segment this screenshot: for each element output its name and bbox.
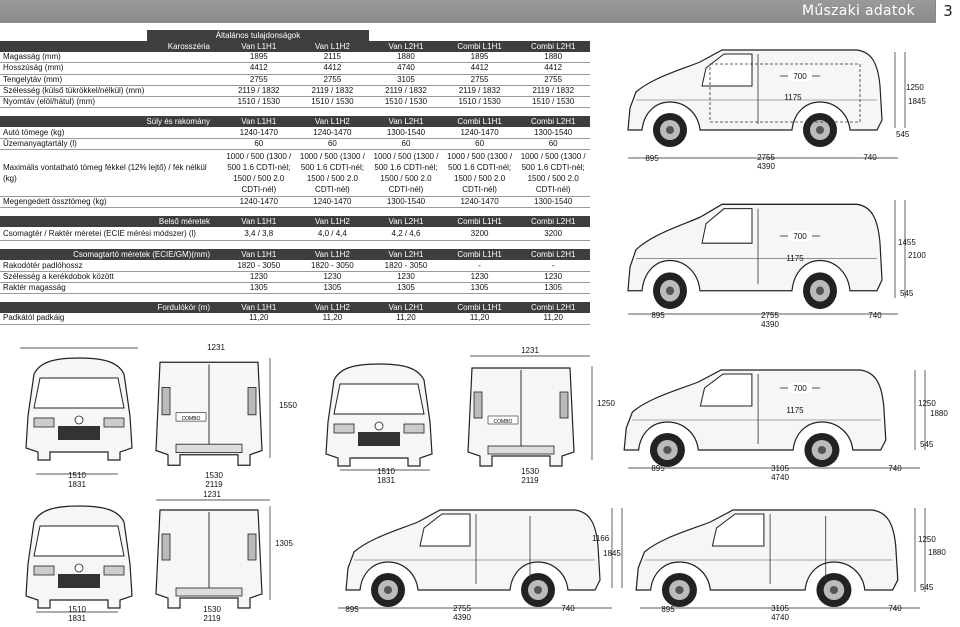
column-header: Combi L1H1 [443, 116, 517, 127]
cell-value: 3200 [516, 227, 590, 241]
row-label: Üzemanyagtartály (l) [0, 138, 222, 149]
cell-value: 1305 [222, 282, 296, 293]
cell-value: 1000 / 500 (1300 / 500 1.6 CDTI-nél; 1500 / 500 2.0 CDTI-nél) [222, 150, 296, 197]
column-header: Van L1H1 [222, 249, 296, 260]
cell-value: 1240-1470 [222, 197, 296, 208]
cell-value: 1510 / 1530 [443, 97, 517, 108]
cell-value: 1820 - 3050 [369, 260, 443, 271]
cell-value: 1305 [516, 282, 590, 293]
cell-value: 1000 / 500 (1300 / 500 1.6 CDTI-nél; 1500 / 500 2.0 CDTI-nél) [443, 150, 517, 197]
cell-value: 1000 / 500 (1300 / 500 1.6 CDTI-nél; 1500 / 500 2.0 CDTI-nél) [516, 150, 590, 197]
column-header: Van L1H1 [222, 116, 296, 127]
row-label: Csomagtér / Raktér méretei (ECIE mérési módszer) (l) [0, 227, 222, 241]
column-header: Van L2H1 [369, 249, 443, 260]
cell-value: 1510 / 1530 [296, 97, 370, 108]
svg-text:1831: 1831 [377, 476, 395, 485]
svg-text:2755: 2755 [761, 311, 779, 320]
svg-text:1250: 1250 [918, 535, 936, 544]
cell-value: 1240-1470 [443, 127, 517, 138]
cell-value: 2119 / 1832 [296, 85, 370, 96]
section-heading: Fordulókör (m) [0, 302, 222, 313]
cell-value: 1300-1540 [369, 127, 443, 138]
column-header: Combi L2H1 [516, 302, 590, 313]
svg-text:1175: 1175 [786, 406, 804, 415]
cell-value: 11,20 [443, 313, 517, 324]
section-heading: Csomagtartó méretek (ECIE/GM)(mm) [0, 249, 222, 260]
column-header: Combi L2H1 [516, 41, 590, 52]
svg-text:4390: 4390 [761, 320, 779, 329]
section-heading: Belső méretek [0, 216, 222, 227]
column-header: Van L2H1 [369, 116, 443, 127]
column-header: Van L1H2 [296, 249, 370, 260]
svg-text:2100: 2100 [908, 251, 926, 260]
cell-value: 4740 [369, 63, 443, 74]
svg-text:895: 895 [661, 605, 675, 614]
svg-text:3105: 3105 [771, 464, 789, 473]
column-header: Van L1H2 [296, 302, 370, 313]
row-label: Szélesség a kerékdobok között [0, 271, 222, 282]
cell-value: 11,20 [296, 313, 370, 324]
svg-text:895: 895 [345, 605, 359, 614]
svg-text:1510: 1510 [68, 471, 86, 480]
cell-value: 1305 [296, 282, 370, 293]
cell-value: 2119 / 1832 [516, 85, 590, 96]
cell-value: 1305 [369, 282, 443, 293]
cell-value: 2755 [222, 74, 296, 85]
side-view-combi-l2h1 [636, 510, 898, 607]
row-label: Magasság (mm) [0, 52, 222, 63]
svg-text:1455: 1455 [898, 238, 916, 247]
column-header: Van L1H2 [296, 116, 370, 127]
side-view-van-l1h2 [628, 204, 882, 309]
cell-value: 1000 / 500 (1300 / 500 1.6 CDTI-nél; 1500 / 500 2.0 CDTI-nél) [296, 150, 370, 197]
svg-text:1880: 1880 [928, 548, 946, 557]
svg-text:545: 545 [896, 130, 910, 139]
cell-value: 11,20 [516, 313, 590, 324]
cell-value: 1880 [516, 52, 590, 63]
svg-text:1510: 1510 [68, 605, 86, 614]
cell-value: 1240-1470 [296, 127, 370, 138]
section-heading: Súly és rakomány [0, 116, 222, 127]
svg-text:1231: 1231 [207, 343, 225, 352]
svg-text:4390: 4390 [453, 613, 471, 622]
svg-text:545: 545 [920, 440, 934, 449]
svg-text:895: 895 [651, 464, 665, 473]
svg-text:740: 740 [888, 464, 902, 473]
cell-value: 60 [443, 138, 517, 149]
column-header: Combi L1H1 [443, 249, 517, 260]
cell-value: 1510 / 1530 [222, 97, 296, 108]
svg-text:740: 740 [863, 153, 877, 162]
svg-text:1250: 1250 [597, 399, 615, 408]
svg-text:700: 700 [793, 232, 807, 241]
cell-value: 11,20 [222, 313, 296, 324]
cell-value: 4412 [296, 63, 370, 74]
cell-value: 60 [369, 138, 443, 149]
svg-text:1231: 1231 [203, 490, 221, 499]
row-label: Tengelytáv (mm) [0, 74, 222, 85]
svg-text:COMBO: COMBO [181, 415, 201, 423]
cell-value: 1230 [222, 271, 296, 282]
cell-value: 1230 [516, 271, 590, 282]
svg-text:1831: 1831 [68, 480, 86, 489]
cell-value: 1305 [443, 282, 517, 293]
svg-text:4390: 4390 [757, 162, 775, 171]
cell-value: 1300-1540 [369, 197, 443, 208]
cell-value: 2755 [443, 74, 517, 85]
column-header: Combi L1H1 [443, 41, 517, 52]
cell-value: 1240-1470 [222, 127, 296, 138]
cell-value: 1230 [443, 271, 517, 282]
section-heading: Karosszéria [0, 41, 222, 52]
row-label: Megengedett össztömeg (kg) [0, 197, 222, 208]
cell-value: 1510 / 1530 [369, 97, 443, 108]
svg-text:1231: 1231 [521, 346, 539, 355]
column-header: Combi L2H1 [516, 249, 590, 260]
svg-text:700: 700 [793, 384, 807, 393]
side-view-van-l2h1 [624, 370, 886, 467]
cell-value: 1300-1540 [516, 127, 590, 138]
svg-text:1845: 1845 [908, 97, 926, 106]
cell-value: 60 [296, 138, 370, 149]
cell-value: 1300-1540 [516, 197, 590, 208]
svg-text:1175: 1175 [786, 254, 804, 263]
side-view-van-l1h1 [628, 50, 882, 147]
rear-view-1 [156, 362, 262, 465]
cell-value: 3105 [369, 74, 443, 85]
svg-text:895: 895 [645, 154, 659, 163]
column-header: Van L1H1 [222, 302, 296, 313]
row-label: Hosszúság (mm) [0, 63, 222, 74]
svg-text:1510: 1510 [377, 467, 395, 476]
cell-value: 1230 [369, 271, 443, 282]
cell-value: 11,20 [369, 313, 443, 324]
svg-text:545: 545 [900, 289, 914, 298]
cell-value: 1895 [443, 52, 517, 63]
cell-value: 1510 / 1530 [516, 97, 590, 108]
column-header: Combi L2H1 [516, 216, 590, 227]
cell-value: 1820 - 3050 [222, 260, 296, 271]
svg-text:4740: 4740 [771, 613, 789, 622]
svg-text:1880: 1880 [930, 409, 948, 418]
svg-text:4740: 4740 [771, 473, 789, 482]
svg-text:1550: 1550 [279, 401, 297, 410]
cell-value: 4412 [516, 63, 590, 74]
cell-value: 2115 [296, 52, 370, 63]
cell-value: 4412 [443, 63, 517, 74]
svg-text:1530: 1530 [521, 467, 539, 476]
cell-value: 2119 / 1832 [222, 85, 296, 96]
svg-text:3105: 3105 [771, 604, 789, 613]
column-header: Van L2H1 [369, 216, 443, 227]
svg-text:1175: 1175 [784, 93, 802, 102]
svg-text:545: 545 [920, 583, 934, 592]
side-view-combi-l1h1 [346, 510, 600, 607]
svg-text:2755: 2755 [757, 153, 775, 162]
svg-text:1530: 1530 [203, 605, 221, 614]
svg-text:895: 895 [651, 311, 665, 320]
svg-text:740: 740 [561, 604, 575, 613]
svg-text:1250: 1250 [906, 83, 924, 92]
svg-text:2119: 2119 [205, 480, 223, 489]
column-header: Combi L2H1 [516, 116, 590, 127]
rear-view-2 [468, 368, 574, 466]
column-header: Van L1H1 [222, 41, 296, 52]
page-title: Műszaki adatok [801, 3, 915, 19]
svg-text:2119: 2119 [203, 614, 221, 623]
cell-value: 3,4 / 3,8 [222, 227, 296, 241]
column-header: Combi L1H1 [443, 302, 517, 313]
cell-value: 1000 / 500 (1300 / 500 1.6 CDTI-nél; 1500 / 500 2.0 CDTI-nél) [369, 150, 443, 197]
cell-value: 2755 [296, 74, 370, 85]
svg-text:1305: 1305 [275, 539, 293, 548]
row-label: Raktér magasság [0, 282, 222, 293]
row-label: Autó tömege (kg) [0, 127, 222, 138]
cell-value: 4,2 / 4,6 [369, 227, 443, 241]
general-header: Általános tulajdonságok [147, 30, 369, 41]
column-header: Van L1H2 [296, 216, 370, 227]
column-header: Van L1H1 [222, 216, 296, 227]
cell-value: - [443, 260, 517, 271]
front-view-2 [326, 364, 432, 466]
cell-value: 2755 [516, 74, 590, 85]
svg-text:COMBO: COMBO [493, 419, 513, 425]
svg-text:1250: 1250 [918, 399, 936, 408]
cell-value: 60 [222, 138, 296, 149]
column-header: Combi L1H1 [443, 216, 517, 227]
cell-value: 4412 [222, 63, 296, 74]
cell-value: 1230 [296, 271, 370, 282]
row-label: Szélesség (külső tükrökkel/nélkül) (mm) [0, 85, 222, 96]
front-view-1 [26, 358, 132, 460]
svg-text:740: 740 [888, 604, 902, 613]
cell-value: 2119 / 1832 [369, 85, 443, 96]
svg-text:1845: 1845 [603, 549, 621, 558]
svg-text:740: 740 [868, 311, 882, 320]
cell-value: 2119 / 1832 [443, 85, 517, 96]
svg-text:700: 700 [793, 72, 807, 81]
cell-value: 1240-1470 [443, 197, 517, 208]
svg-text:1831: 1831 [68, 614, 86, 623]
cell-value: - [516, 260, 590, 271]
row-label: Nyomtáv (elöl/hátul) (mm) [0, 97, 222, 108]
cell-value: 4,0 / 4,4 [296, 227, 370, 241]
cell-value: 3200 [443, 227, 517, 241]
cell-value: 1240-1470 [296, 197, 370, 208]
svg-text:2755: 2755 [453, 604, 471, 613]
rear-view-3 [156, 510, 262, 608]
cell-value: 1880 [369, 52, 443, 63]
cell-value: 1820 - 3050 [296, 260, 370, 271]
row-label: Padkától padkáig [0, 313, 222, 324]
svg-text:1166: 1166 [592, 534, 610, 543]
front-view-3 [26, 506, 132, 608]
column-header: Van L1H2 [296, 41, 370, 52]
cell-value: 60 [516, 138, 590, 149]
svg-text:2119: 2119 [521, 476, 539, 485]
row-label: Rakodótér padlóhossz [0, 260, 222, 271]
svg-text:1530: 1530 [205, 471, 223, 480]
row-label: Maximális vontatható tömeg fékkel (12% lejtő) / fék nélkül (kg) [0, 150, 222, 197]
column-header: Van L2H1 [369, 41, 443, 52]
page-number: 3 [935, 0, 960, 23]
cell-value: 1895 [222, 52, 296, 63]
column-header: Van L2H1 [369, 302, 443, 313]
